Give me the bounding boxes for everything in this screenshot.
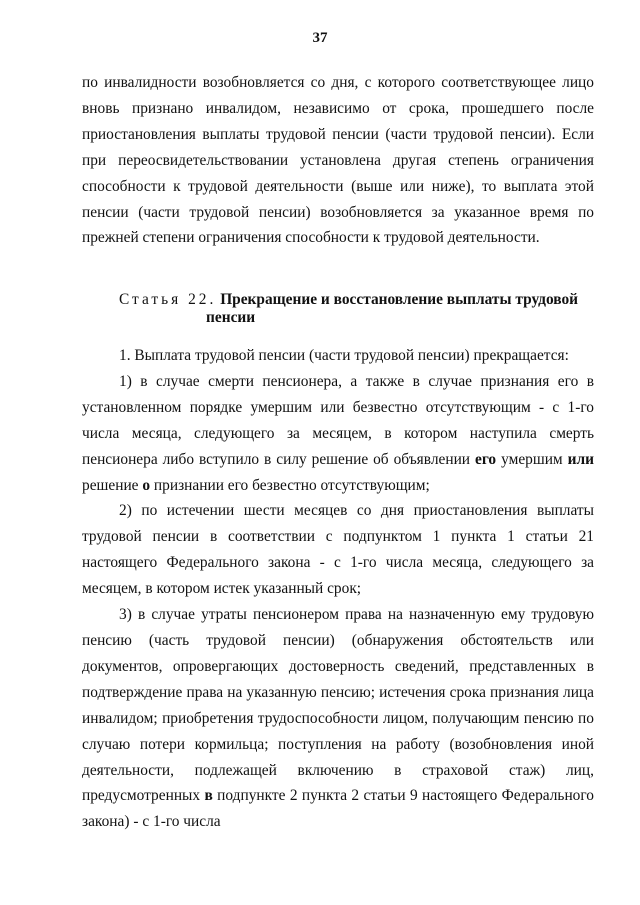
- clause-item-1-text-a: 1) в случае смерти пенсионера, а также в случае признания его в установленном порядке умершим или безвестно отсутствующим - с 1-го числа месяца, следующего за месяцем, в котором наступила смерть пенсионера либо вступило в силу решение об объявлении: [82, 372, 594, 468]
- clause-item-2: 2) по истечении шести месяцев со дня приостановления выплаты трудовой пенсии в соответствии с подпунктом 1 пункта 1 статьи 21 настоящего Федерального закона - с 1-го числа месяца, следующего за месяцем, в котором истек указанный срок;: [82, 502, 594, 598]
- clause-item-1-text-b: умершим: [496, 450, 568, 468]
- clause-item-1-bold-a: его: [475, 450, 497, 468]
- clause-item-3-text-b: подпункте 2 пункта 2 статьи 9 настоящего Федерального закона) - с 1-го числа: [82, 787, 594, 831]
- clause-item-3-bold: в: [204, 787, 213, 805]
- intro-paragraph: по инвалидности возобновляется со дня, с которого соответствующее лицо вновь признано инвалидом, независимо от срока, прошедшего после приостановления выплаты трудовой пенсии (части трудовой пенсии). Если при переосвидетельствовании установлена другая степень ограничения способности к трудовой деятельности (выше или ниже), то выплата этой пенсии (части трудовой пенсии) возобновляется за указанное время по прежней степени ограничения способности к трудовой деятельности.: [82, 74, 594, 247]
- clause-item-1: [82, 369, 594, 499]
- clause-item-1-bold-b: или: [567, 450, 595, 468]
- article-title-line1: Прекращение и восстановление выплаты трудовой: [220, 291, 579, 308]
- clause-item-1-text-d: признании его безвестно отсутствующим;: [150, 476, 430, 494]
- clause-item-1-text-c: решение: [82, 476, 143, 494]
- intro-text-block: [82, 70, 594, 251]
- article-heading: [119, 291, 589, 326]
- clause-lead: 1. Выплата трудовой пенсии (части трудовой пенсии) прекращается:: [119, 347, 569, 364]
- clause-item-1-bold-c: о: [142, 476, 151, 494]
- clause-item-3-text-a: 3) в случае утраты пенсионером права на назначенную ему трудовую пенсию (часть трудовой пенсии) (обнаружения обстоятельств или документов, опровергающих достоверность сведений, представленных в подтверждение права на указанную пенсию; истечения срока признания лица инвалидом; приобретения трудоспособности лицом, получающим пенсию по случаю потери кормильца; поступления на работу (возобновления иной деятельности, подлежащей включению в страховой стаж) лиц, предусмотренных: [82, 606, 594, 805]
- page-number: 37: [312, 30, 328, 46]
- clause-item-3: [82, 602, 594, 835]
- article-label: Статья 22.: [119, 291, 217, 308]
- clause-text-block: [82, 343, 594, 835]
- article-title-line2: пенсии: [206, 308, 256, 326]
